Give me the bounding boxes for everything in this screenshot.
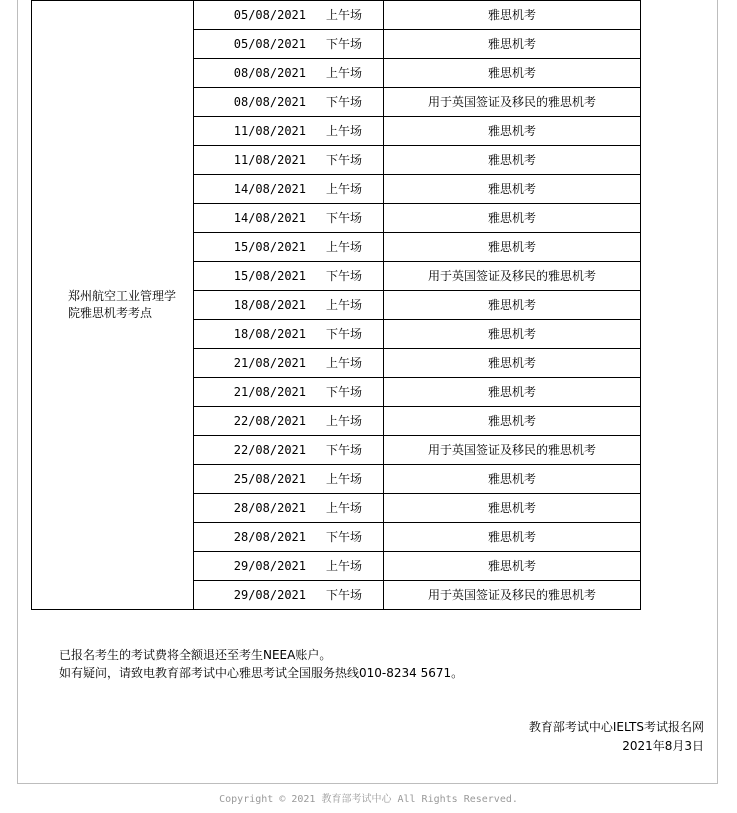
exam-type: 雅思机考 (384, 30, 641, 59)
exam-session: 下午场 (326, 95, 363, 109)
exam-date: 15/08/2021 (233, 269, 306, 283)
exam-type: 雅思机考 (384, 59, 641, 88)
date-session-cell (194, 494, 384, 523)
exam-type: 用于英国签证及移民的雅思机考 (384, 262, 641, 291)
exam-type: 雅思机考 (384, 523, 641, 552)
date-session-cell (194, 59, 384, 88)
exam-session: 下午场 (326, 269, 363, 283)
date-session-cell (194, 291, 384, 320)
exam-session: 下午场 (326, 530, 363, 544)
signature-org: 教育部考试中心IELTS考试报名网 (528, 720, 704, 734)
date-session-cell (194, 436, 384, 465)
date-session-cell (194, 146, 384, 175)
exam-session: 上午场 (326, 240, 363, 254)
exam-session: 上午场 (326, 559, 363, 573)
exam-type: 雅思机考 (384, 320, 641, 349)
date-session-cell (194, 233, 384, 262)
exam-session: 下午场 (326, 443, 363, 457)
exam-type: 雅思机考 (384, 552, 641, 581)
exam-session: 下午场 (326, 588, 363, 602)
exam-session: 上午场 (326, 356, 363, 370)
exam-date: 05/08/2021 (233, 37, 306, 51)
exam-type: 雅思机考 (384, 1, 641, 30)
date-session-cell (194, 552, 384, 581)
exam-schedule-table (31, 0, 641, 610)
exam-session: 上午场 (326, 414, 363, 428)
date-session-cell (194, 88, 384, 117)
date-session-cell (194, 204, 384, 233)
exam-type: 用于英国签证及移民的雅思机考 (384, 88, 641, 117)
exam-session: 下午场 (326, 211, 363, 225)
exam-date: 08/08/2021 (233, 95, 306, 109)
schedule-body (32, 1, 641, 610)
exam-date: 29/08/2021 (233, 588, 306, 602)
venue-cell: 郑州航空工业管理学院雅思机考考点 (32, 1, 194, 610)
exam-date: 08/08/2021 (233, 66, 306, 80)
exam-date: 05/08/2021 (233, 8, 306, 22)
exam-type: 雅思机考 (384, 233, 641, 262)
exam-type: 雅思机考 (384, 465, 641, 494)
exam-date: 28/08/2021 (233, 501, 306, 515)
exam-type: 用于英国签证及移民的雅思机考 (384, 581, 641, 610)
exam-date: 25/08/2021 (233, 472, 306, 486)
date-session-cell (194, 30, 384, 59)
exam-date: 21/08/2021 (233, 385, 306, 399)
exam-date: 22/08/2021 (233, 443, 306, 457)
exam-session: 上午场 (326, 298, 363, 312)
exam-type: 雅思机考 (384, 175, 641, 204)
exam-date: 18/08/2021 (233, 298, 306, 312)
exam-date: 18/08/2021 (233, 327, 306, 341)
date-session-cell (194, 1, 384, 30)
exam-date: 14/08/2021 (233, 211, 306, 225)
date-session-cell (194, 320, 384, 349)
exam-type: 雅思机考 (384, 349, 641, 378)
date-session-cell (194, 523, 384, 552)
contact-note: 如有疑问，请致电教育部考试中心雅思考试全国服务热线010-8234 5671。 (59, 666, 464, 680)
signature-block (529, 718, 704, 756)
exam-date: 21/08/2021 (233, 356, 306, 370)
exam-session: 下午场 (326, 37, 363, 51)
exam-session: 上午场 (326, 66, 363, 80)
exam-type: 雅思机考 (384, 407, 641, 436)
refund-note: 已报名考生的考试费将全额退还至考生NEEA账户。 (59, 648, 332, 662)
exam-session: 上午场 (326, 182, 363, 196)
date-session-cell (194, 349, 384, 378)
signature-date: 2021年8月3日 (622, 739, 704, 753)
copyright-footer: Copyright © 2021 教育部考试中心 All Rights Reserved. (219, 794, 518, 805)
exam-date: 11/08/2021 (233, 124, 306, 138)
exam-date: 14/08/2021 (233, 182, 306, 196)
notice-section (59, 646, 463, 682)
exam-date: 11/08/2021 (233, 153, 306, 167)
exam-type: 雅思机考 (384, 378, 641, 407)
date-session-cell (194, 581, 384, 610)
exam-session: 上午场 (326, 472, 363, 486)
date-session-cell (194, 378, 384, 407)
exam-type: 雅思机考 (384, 494, 641, 523)
date-session-cell (194, 175, 384, 204)
exam-session: 下午场 (326, 153, 363, 167)
exam-session: 上午场 (326, 501, 363, 515)
date-session-cell (194, 407, 384, 436)
date-session-cell (194, 465, 384, 494)
exam-date: 28/08/2021 (233, 530, 306, 544)
exam-type: 雅思机考 (384, 117, 641, 146)
exam-session: 上午场 (326, 8, 363, 22)
exam-type: 用于英国签证及移民的雅思机考 (384, 436, 641, 465)
date-session-cell (194, 262, 384, 291)
table-row (32, 1, 641, 30)
exam-session: 上午场 (326, 124, 363, 138)
date-session-cell (194, 117, 384, 146)
exam-date: 15/08/2021 (233, 240, 306, 254)
exam-date: 29/08/2021 (233, 559, 306, 573)
exam-session: 下午场 (326, 327, 363, 341)
exam-type: 雅思机考 (384, 291, 641, 320)
exam-type: 雅思机考 (384, 204, 641, 233)
exam-session: 下午场 (326, 385, 363, 399)
exam-type: 雅思机考 (384, 146, 641, 175)
exam-date: 22/08/2021 (233, 414, 306, 428)
